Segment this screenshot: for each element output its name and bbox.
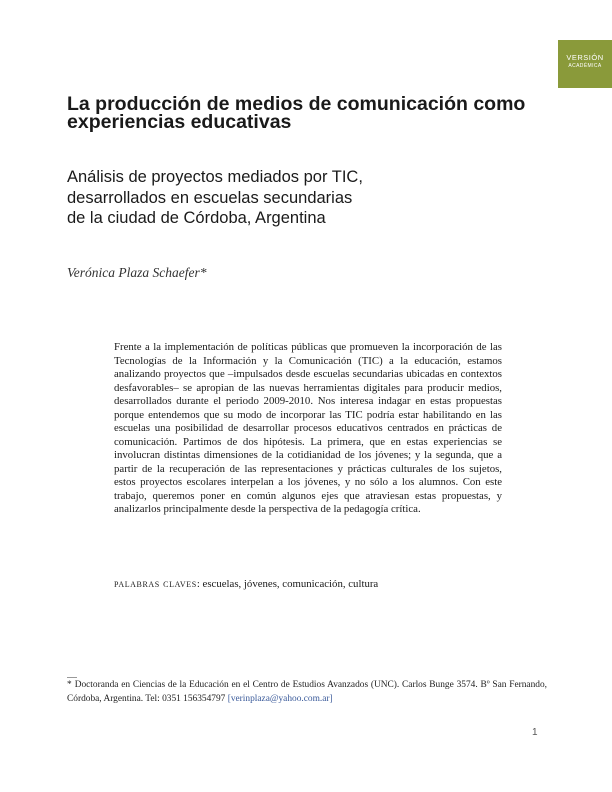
- article-subtitle: [67, 167, 487, 229]
- badge-line-2: ACADÉMICA: [568, 63, 602, 69]
- subtitle-line-1: Análisis de proyectos mediados por TIC,: [67, 168, 363, 186]
- abstract-paragraph: Frente a la implementación de políticas públicas que promueven la incorporación de las Tecnologías de la Información y la Comunicación (TIC) a la educación, estamos analizando proyectos que –impulsados desde escuelas secundarias ubicadas en contextos desfavorables– se apropian de las nuevas herramientas digitales para producir medios, desarrollados durante el periodo 2009-2010. Nos interesa indagar en estas propuestas porque entendemos que su modo de incorporar las TIC podría estar habilitando en las escuelas una posibilidad de desarrollar procesos educativos centrados en prácticas de comunicación. Partimos de dos hipótesis. La primera, que en estas experiencias se involucran distintas dimensiones de la cotidianidad de los jóvenes; y la segunda, que a partir de la recuperación de las representaciones y prácticas culturales de los sujetos, estos proyectos escolares interpelan a los jóvenes, y no sólo a los alumnos. Con este trabajo, queremos poner en común algunos ejes que atraviesan estas propuestas, y analizarlos principalmente desde la perspectiva de la pedagogía crítica.: [114, 341, 502, 515]
- page-number: 1: [532, 727, 538, 738]
- footnote-mark: *: [67, 680, 72, 690]
- keywords-values: escuelas, jóvenes, comunicación, cultura: [202, 578, 379, 590]
- keywords-line: [114, 578, 514, 590]
- footnote-email: [verinplaza@yahoo.com.ar]: [227, 693, 333, 704]
- footnote-text: Doctoranda en Ciencias de la Educación en el Centro de Estudios Avanzados (UNC). Carlos Bunge 3574. Bº San Fernando, Córdoba, Argentina. Tel: 0351 156354797: [67, 680, 547, 704]
- article-title: La producción de medios de comunicación como experiencias educativas: [67, 93, 526, 133]
- author-footnote: [67, 679, 547, 706]
- version-academica-badge: [558, 40, 612, 88]
- keywords-separator: :: [196, 578, 203, 590]
- author-name: Verónica Plaza Schaefer*: [67, 265, 207, 280]
- subtitle-line-3: de la ciudad de Córdoba, Argentina: [67, 209, 326, 227]
- keywords-label: palabras claves: [114, 578, 197, 590]
- footnote-rule: [67, 677, 77, 678]
- badge-line-1: VERSIÓN: [566, 53, 604, 62]
- subtitle-line-2: desarrollados en escuelas secundarias: [67, 188, 353, 207]
